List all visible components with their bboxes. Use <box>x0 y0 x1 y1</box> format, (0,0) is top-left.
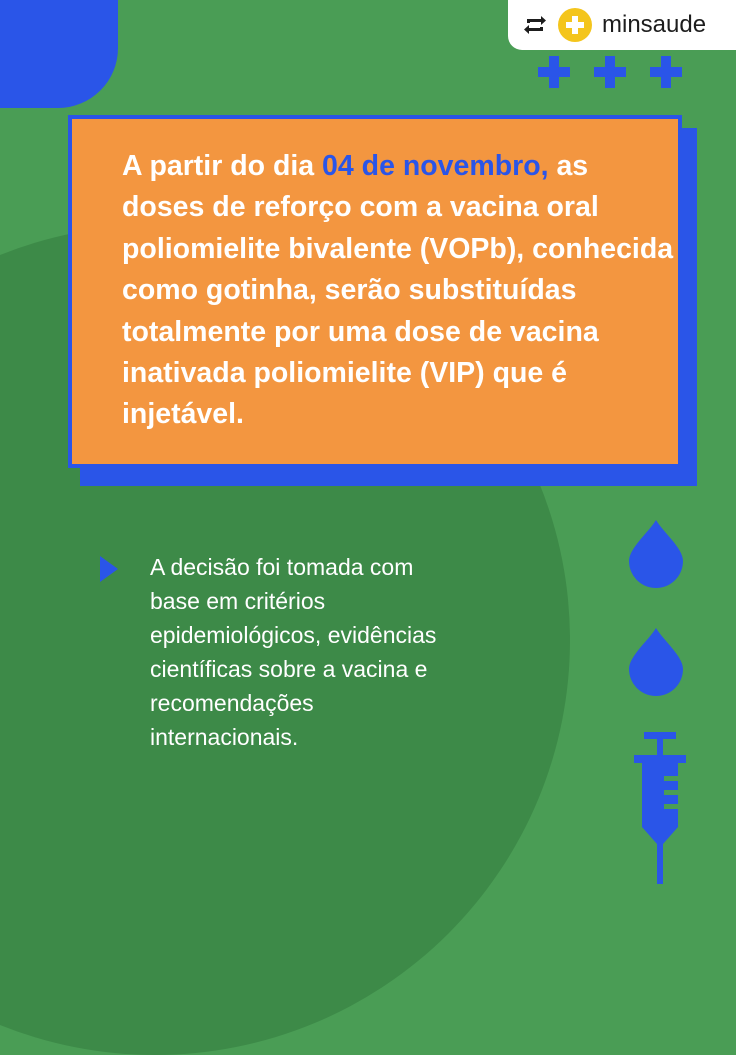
plus-icons-row <box>536 54 684 90</box>
syringe-icon <box>634 732 686 884</box>
play-bullet-icon <box>100 556 118 582</box>
announcement-intro: A partir do dia <box>122 150 323 182</box>
corner-blob-decoration <box>0 0 118 108</box>
announcement-date-highlight: 04 de novembro, <box>322 150 549 182</box>
minsaude-logo-icon <box>558 8 592 42</box>
decision-text: A decisão foi tomada com base em critérios epidemiológicos, evidências científicas sobre a vacina e recomendações internacionais. <box>150 554 437 751</box>
drop-icon <box>627 626 685 696</box>
repost-badge[interactable] <box>508 0 736 50</box>
plus-icon <box>536 54 572 90</box>
account-handle[interactable]: minsaude <box>602 11 707 38</box>
repost-icon <box>522 12 548 38</box>
announcement-body: as doses de reforço com a vacina oral poliomielite bivalente (VOPb), conhecida como gotinha, serão substituídas totalmente por uma dose de vacina inativada poliomielite (VIP) que é injetável. <box>122 150 674 431</box>
plus-icon <box>648 54 684 90</box>
drop-icon <box>627 518 685 588</box>
announcement-text <box>122 146 677 436</box>
announcement-card <box>68 115 682 468</box>
plus-icon <box>592 54 628 90</box>
